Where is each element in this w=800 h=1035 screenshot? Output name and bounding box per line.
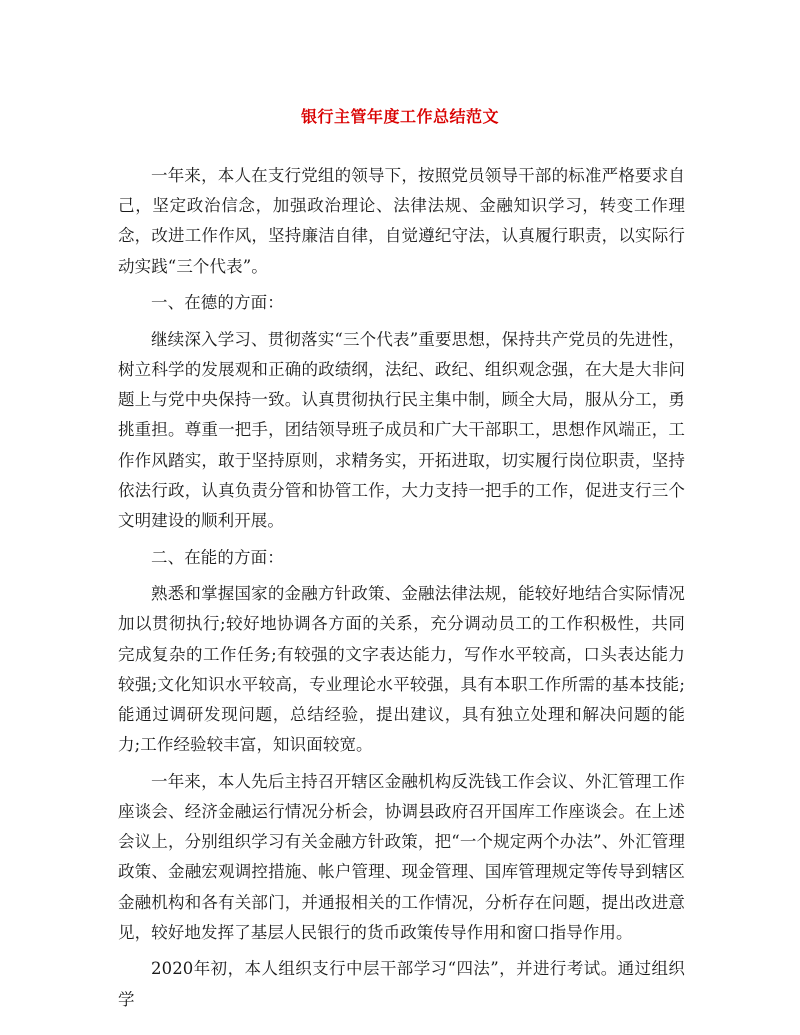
document-title: 银行主管年度工作总结范文 bbox=[300, 107, 499, 126]
section-heading-morality: 一、在德的方面： bbox=[151, 293, 284, 313]
section-heading-ability: 二、在能的方面： bbox=[151, 547, 284, 567]
paragraph-ability: 熟悉和掌握国家的金融方针政策、金融法律法规，能较好地结合实际情况加以贯彻执行;较好地协调各方面的关系，充分调动员工的工作积极性，共同完成复杂的工作任务;有较强的文字表达能力，写作水平较高，口头表达能力较强;文化知识水平较高，专业理论水平较强，具有本职工作所需的基本技能;能通过调研发现问题，总结经验，提出建议，具有独立处理和解决问题的能力;工作经验较丰富，知识面较宽。 bbox=[118, 584, 685, 755]
paragraph-training: 2020年初，本人组织支行中层干部学习“四法”，并进行考试。通过组织学 bbox=[118, 959, 685, 1009]
paragraph-meetings: 一年来，本人先后主持召开辖区金融机构反洗钱工作会议、外汇管理工作座谈会、经济金融运行情况分析会，协调县政府召开国库工作座谈会。在上述会议上，分别组织学习有关金融方针政策，把“一个规定两个办法”、外汇管理政策、金融宏观调控措施、帐户管理、现金管理、国库管理规定等传导到辖区金融机构和各有关部门，并通报相关的工作情况，分析存在问题，提出改进意见，较好地发挥了基层人民银行的货币政策传导作用和窗口指导作用。 bbox=[118, 771, 685, 942]
paragraph-morality: 继续深入学习、贯彻落实“三个代表”重要思想，保持共产党员的先进性，树立科学的发展观和正确的政绩纲，法纪、政纪、组织观念强，在大是大非问题上与党中央保持一致。认真贯彻执行民主集中制，顾全大局，服从分工，勇挑重担。尊重一把手，团结领导班子成员和广大干部职工，思想作风端正，工作作风踏实，敢于坚持原则，求精务实，开拓进取，切实履行岗位职责，坚持依法行政，认真负责分管和协管工作，大力支持一把手的工作，促进支行三个文明建设的顺利开展。 bbox=[118, 329, 685, 531]
document-body bbox=[118, 161, 685, 1021]
paragraph-intro: 一年来，本人在支行党组的领导下，按照党员领导干部的标准严格要求自己，坚定政治信念，加强政治理论、法律法规、金融知识学习，转变工作理念，改进工作作风，坚持廉洁自律，自觉遵纪守法，认真履行职责，以实际行动实践“三个代表”。 bbox=[118, 166, 685, 276]
